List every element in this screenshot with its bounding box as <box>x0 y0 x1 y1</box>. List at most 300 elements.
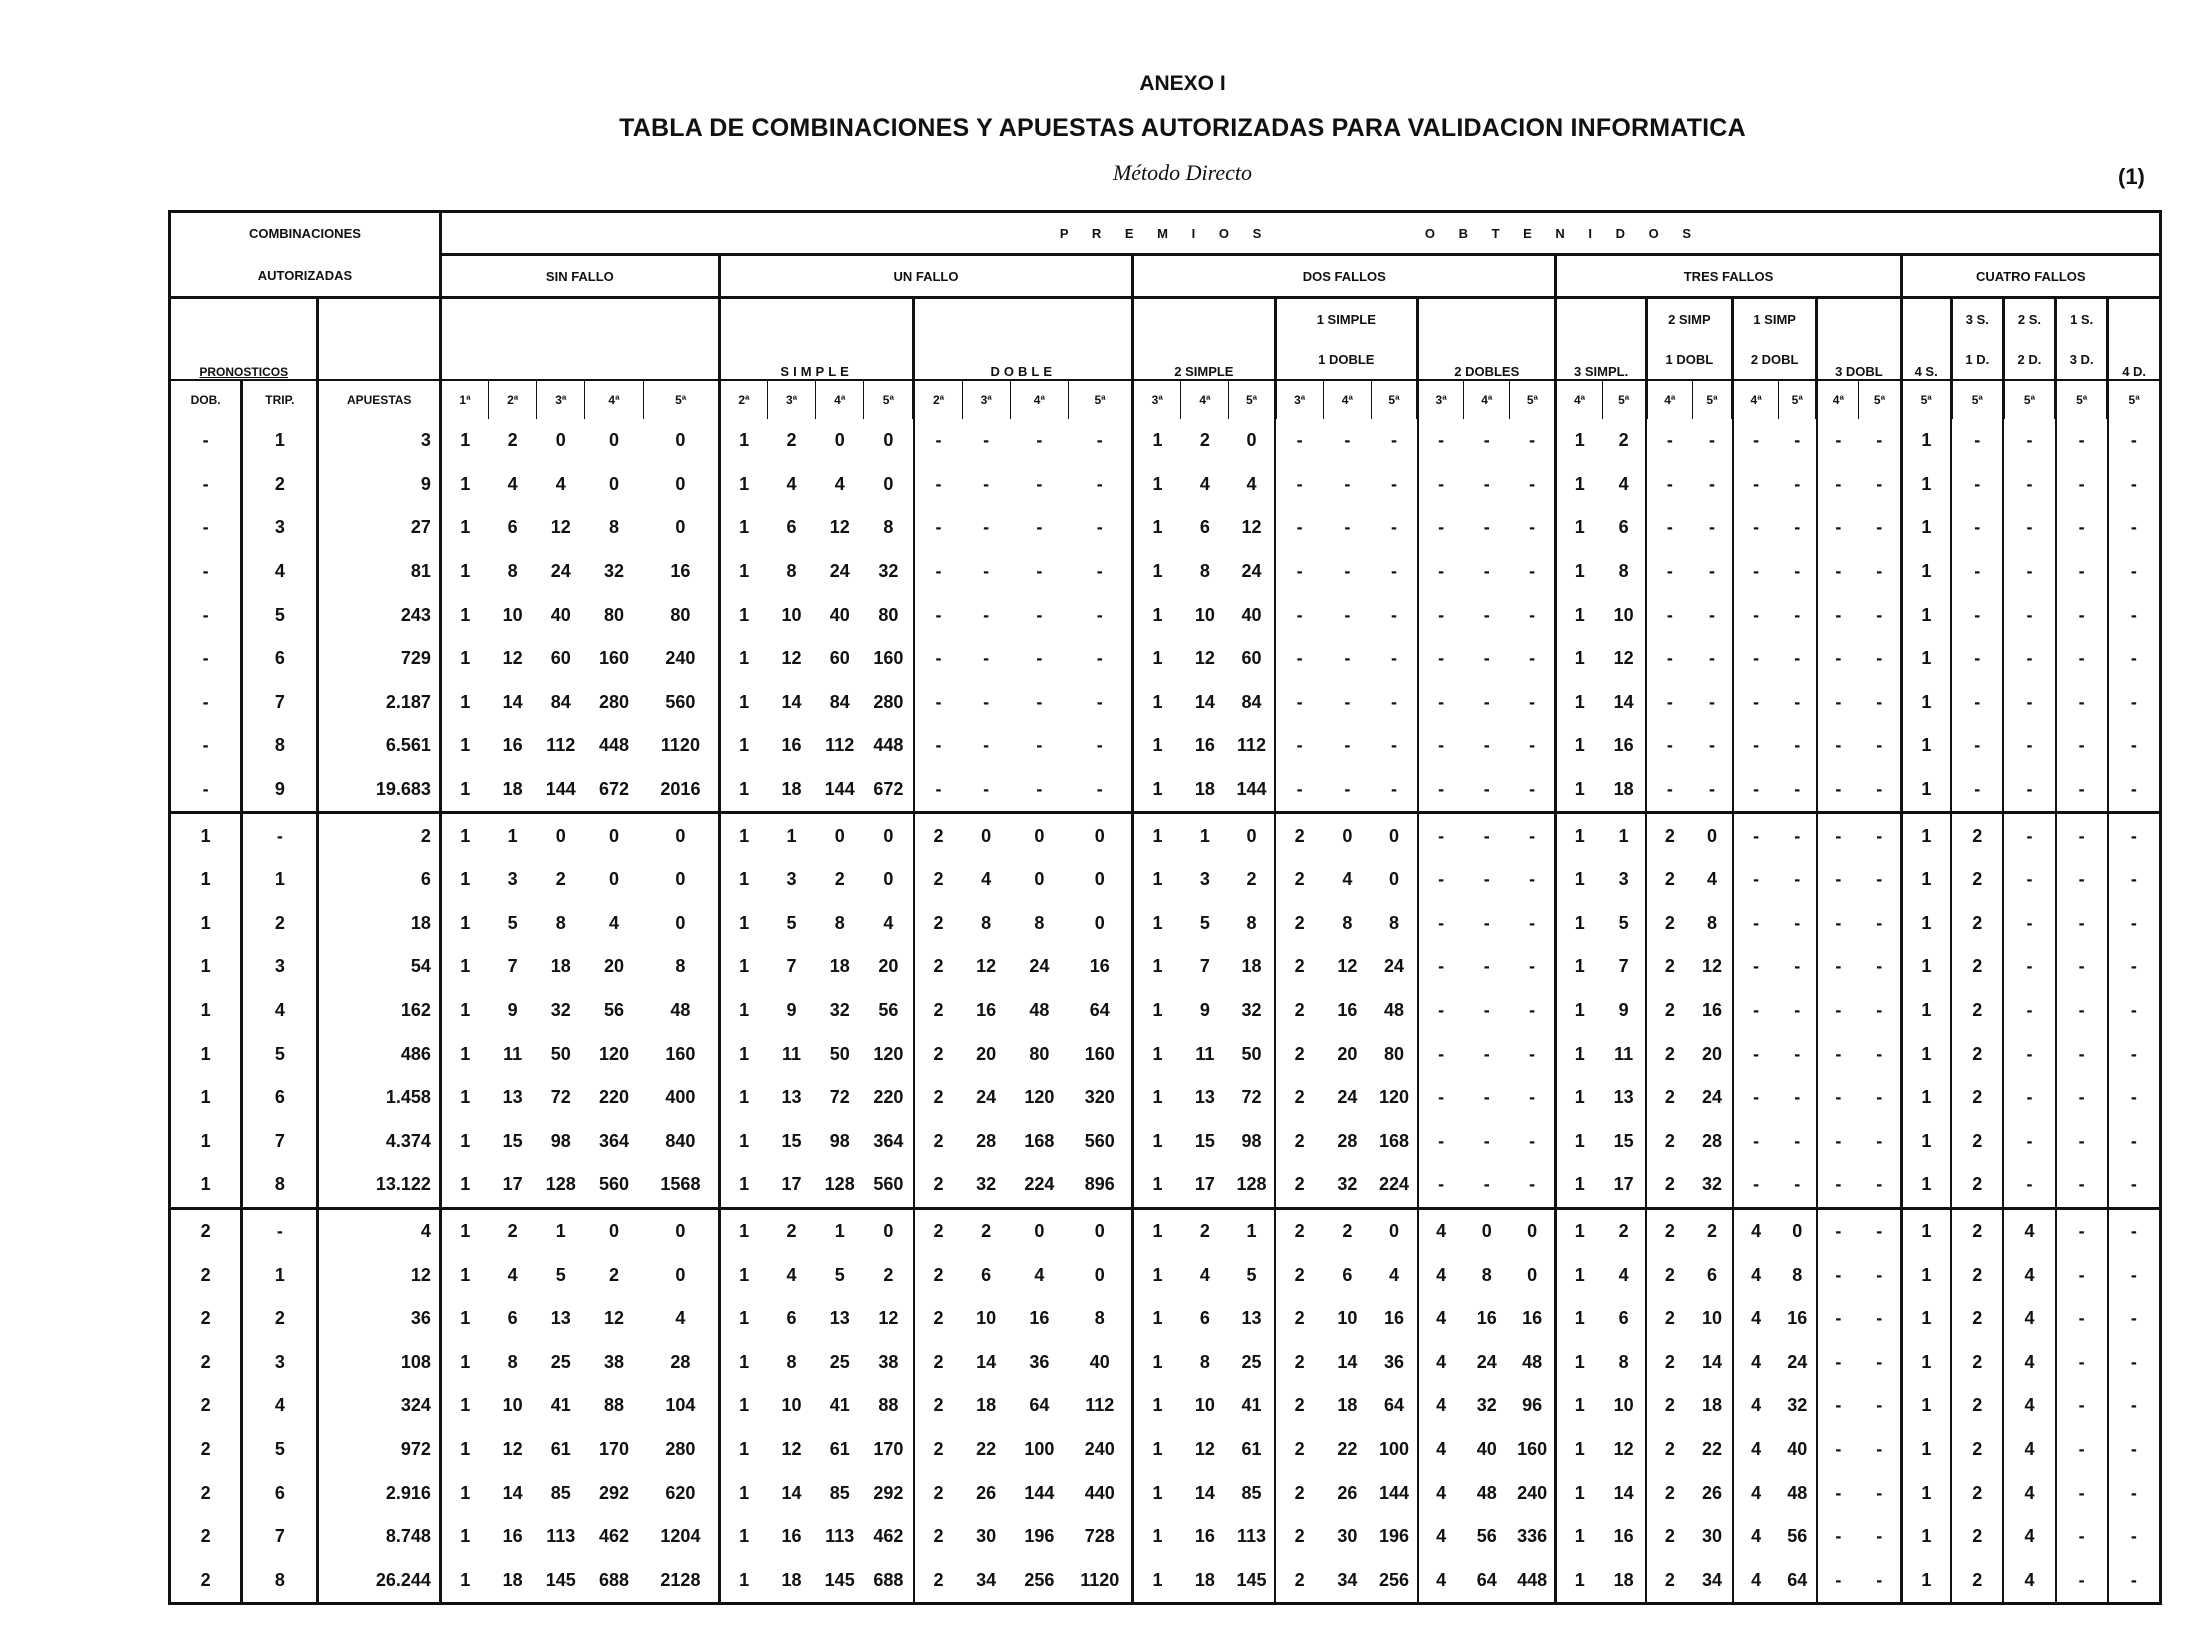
cell-prize: 25 <box>1241 1351 1262 1372</box>
cell-prize: 2 <box>1646 1120 1692 1164</box>
cell-prize: 1 <box>719 1558 767 1603</box>
annex-heading: ANEXO I <box>1139 72 1226 95</box>
cell-prize: - <box>1708 561 1715 582</box>
cell-prize: - <box>1817 506 1859 550</box>
cell-prize: 16 <box>1476 1308 1497 1329</box>
cell-prize: 1 <box>1556 550 1602 594</box>
cell-prize: 28 <box>1337 1130 1358 1151</box>
cell-prize: 0 <box>883 869 894 890</box>
cell-dob: - <box>170 768 242 813</box>
cell-prize: 48 <box>670 1000 691 1021</box>
cell-prize: 9 <box>1618 1000 1629 1021</box>
cell-prize: 98 <box>829 1130 850 1151</box>
cell-prize: 30 <box>1337 1526 1358 1547</box>
table-row <box>170 1163 2161 1208</box>
cell-prize: 1120 <box>1068 1558 1132 1603</box>
cell-prize: 12 <box>781 648 802 669</box>
cell-prize: 14 <box>781 691 802 712</box>
cell-prize: - <box>1529 735 1536 756</box>
cell-prize: 1 <box>1901 463 1951 507</box>
cell-prize: - <box>983 473 990 494</box>
cell-prize: 0 <box>834 430 845 451</box>
cell-prize: - <box>1817 1208 1859 1253</box>
three-misses-header: TRES FALLOS <box>1556 255 1901 298</box>
cell-prize: - <box>2003 989 2055 1033</box>
cell-prize: 10 <box>976 1308 997 1329</box>
cell-prize: 0 <box>1094 912 1105 933</box>
cell-prize: - <box>2056 1428 2108 1472</box>
cell-prize: 72 <box>550 1087 571 1108</box>
cell-prize: 1 <box>1901 506 1951 550</box>
cell-prize: - <box>1036 473 1043 494</box>
cell-prize: 364 <box>598 1130 629 1151</box>
cell-prize: 1 <box>719 550 767 594</box>
cell-prize: 56 <box>878 1000 899 1021</box>
cell-prize: 4 <box>1733 1297 1779 1341</box>
prize-column-header: 5ª <box>1229 380 1275 419</box>
cell-prize: 0 <box>1010 813 1068 858</box>
cell-prize: 1 <box>1133 506 1181 550</box>
cell-prize: 1 <box>719 989 767 1033</box>
cell-prize: 0 <box>608 869 619 890</box>
cell-prize: 60 <box>550 648 571 669</box>
cell-prize: 26 <box>1701 1482 1722 1503</box>
cell-prize: 1 <box>719 637 767 681</box>
double-header <box>914 298 1133 381</box>
double-label: DOBLE <box>990 364 1057 379</box>
page-note: (1) <box>2118 164 2145 189</box>
cell-prize: - <box>2108 1076 2161 1120</box>
cell-prize: - <box>1733 945 1779 989</box>
cell-prize: 8 <box>1618 1351 1629 1372</box>
cell-prize: - <box>1529 648 1536 669</box>
prize-column-header: 4ª <box>1464 380 1510 419</box>
cell-prize: 2 <box>1646 1558 1692 1603</box>
cell-prize: 2 <box>914 902 962 946</box>
cell-prize: - <box>1817 1384 1859 1428</box>
cell-prize: - <box>2056 1384 2108 1428</box>
cell-prize: 4 <box>1342 869 1353 890</box>
cell-prize: 25 <box>550 1351 571 1372</box>
cell-dob: 2 <box>170 1471 242 1515</box>
cell-prize: - <box>1646 550 1692 594</box>
cell-trip: 2 <box>242 902 318 946</box>
cell-prize: 1 <box>1133 945 1181 989</box>
cell-prize: 9 <box>1199 1000 1210 1021</box>
cell-prize: 2 <box>1951 1428 2003 1472</box>
cell-prize: 12 <box>1194 648 1215 669</box>
prize-column-header: 5ª <box>1951 380 2003 419</box>
cell-prize: 1 <box>1901 1163 1951 1208</box>
prize-column-header: 4ª <box>1646 380 1692 419</box>
cell-prize: 1 <box>1901 1120 1951 1164</box>
cell-prize: - <box>1817 1163 1859 1208</box>
cell-prize: 1 <box>1901 1384 1951 1428</box>
cell-prize: 0 <box>1034 869 1045 890</box>
three-simple-label: 3 SIMPL. <box>1574 364 1629 379</box>
four-d-header <box>2108 298 2161 381</box>
table-row <box>170 813 2161 858</box>
cell-prize: 1 <box>719 463 767 507</box>
cell-prize: 1 <box>1133 1558 1181 1603</box>
two-doubles-label: 2 DOBLES <box>1454 364 1520 379</box>
table-row <box>170 419 2161 463</box>
cell-prize: 2 <box>1646 1297 1692 1341</box>
cell-prize: 1 <box>1133 463 1181 507</box>
cell-prize: 220 <box>873 1087 904 1108</box>
cell-prize: - <box>1817 1471 1859 1515</box>
cell-prize: 80 <box>670 604 691 625</box>
cell-prize: 448 <box>598 735 629 756</box>
cell-prize: 1 <box>719 1032 767 1076</box>
cell-apuestas: 972 <box>318 1428 440 1472</box>
one-dobl-header: 1 DOBL <box>1646 339 1732 380</box>
cell-prize: - <box>1418 813 1464 858</box>
cell-prize: 1 <box>440 1163 488 1208</box>
cell-prize: 8 <box>675 956 686 977</box>
cell-prize: - <box>1529 912 1536 933</box>
cell-prize: - <box>1418 1076 1464 1120</box>
cell-prize: 84 <box>829 691 850 712</box>
cell-apuestas: 2.187 <box>318 681 440 725</box>
cell-prize: - <box>1418 1163 1464 1208</box>
cell-prize: 14 <box>1613 1482 1634 1503</box>
cell-prize: 160 <box>665 1043 696 1064</box>
cell-prize: 48 <box>1522 1351 1543 1372</box>
cell-prize: - <box>2108 1253 2161 1297</box>
four-s-header <box>1901 298 1951 381</box>
cell-prize: 620 <box>665 1482 696 1503</box>
cell-prize: - <box>2056 1340 2108 1384</box>
cell-prize: 220 <box>598 1087 629 1108</box>
cell-dob: - <box>170 593 242 637</box>
cell-prize: 1 <box>1556 989 1602 1033</box>
cell-prize: 1 <box>1556 419 1602 463</box>
cell-prize: 16 <box>1613 735 1634 756</box>
cell-prize: - <box>1483 1130 1490 1151</box>
cell-prize: 2 <box>914 1208 962 1253</box>
cell-prize: 12 <box>502 648 523 669</box>
four-misses-header: CUATRO FALLOS <box>1901 255 2160 298</box>
cell-prize: - <box>1794 473 1801 494</box>
cell-prize: - <box>1483 561 1490 582</box>
cell-prize: 4 <box>1733 1471 1779 1515</box>
cell-apuestas: 12 <box>318 1253 440 1297</box>
cell-prize: - <box>1344 561 1351 582</box>
cell-prize: - <box>1390 604 1397 625</box>
cell-prize: 20 <box>1337 1043 1358 1064</box>
cell-prize: 4 <box>1418 1558 1464 1603</box>
cell-prize: 1 <box>1133 1384 1181 1428</box>
cell-prize: 1 <box>440 1471 488 1515</box>
cell-prize: 14 <box>1701 1351 1722 1372</box>
cell-prize: 72 <box>829 1087 850 1108</box>
cell-prize: - <box>914 550 962 594</box>
table-row <box>170 1076 2161 1120</box>
cell-prize: - <box>1733 593 1779 637</box>
cell-prize: 0 <box>585 1208 643 1253</box>
cell-prize: 18 <box>502 779 523 800</box>
prize-column-header: 5ª <box>2003 380 2055 419</box>
table-row <box>170 506 2161 550</box>
cell-prize: - <box>2003 858 2055 902</box>
cell-apuestas: 486 <box>318 1032 440 1076</box>
cell-prize: 24 <box>1029 956 1050 977</box>
cell-prize: - <box>1733 506 1779 550</box>
cell-prize: 6 <box>786 517 797 538</box>
cell-prize: 320 <box>1084 1087 1115 1108</box>
cell-prize: 16 <box>1383 1308 1404 1329</box>
cell-prize: 2 <box>1646 989 1692 1033</box>
table-row <box>170 593 2161 637</box>
cell-prize: - <box>1344 779 1351 800</box>
cell-prize: 9 <box>507 1000 518 1021</box>
cell-prize: 22 <box>1701 1438 1722 1459</box>
cell-prize: 32 <box>829 1000 850 1021</box>
table-row <box>170 945 2161 989</box>
cell-prize: 18 <box>489 1558 537 1603</box>
cell-prize: 4 <box>1733 1340 1779 1384</box>
cell-prize: 160 <box>1084 1043 1115 1064</box>
cell-apuestas: 4.374 <box>318 1120 440 1164</box>
cell-prize: 4 <box>2003 1253 2055 1297</box>
cell-prize: - <box>1036 517 1043 538</box>
cell-dob: 1 <box>170 989 242 1033</box>
prize-column-header: 4ª <box>585 380 643 419</box>
cell-prize: - <box>1876 1264 1883 1285</box>
cell-prize: 4 <box>786 1264 797 1285</box>
cell-prize: 688 <box>585 1558 643 1603</box>
apuestas-header: APUESTAS <box>318 380 440 419</box>
cell-apuestas: 27 <box>318 506 440 550</box>
cell-prize: - <box>1646 463 1692 507</box>
cell-prize: 61 <box>550 1438 571 1459</box>
cell-prize: 4 <box>2003 1515 2055 1559</box>
prize-column-header: 2ª <box>914 380 962 419</box>
cell-trip: 4 <box>242 989 318 1033</box>
cell-prize: 8 <box>1094 1308 1105 1329</box>
cell-prize: - <box>1733 902 1779 946</box>
cell-prize: - <box>1036 735 1043 756</box>
cell-prize: - <box>1390 691 1397 712</box>
cell-prize: 2 <box>1646 1163 1692 1208</box>
cell-prize: - <box>1779 813 1817 858</box>
prize-column-header: 3ª <box>1418 380 1464 419</box>
cell-prize: 48 <box>1787 1482 1808 1503</box>
cell-trip: 3 <box>242 506 318 550</box>
cell-prize: 18 <box>550 956 571 977</box>
cell-prize: 1 <box>1181 813 1229 858</box>
cell-prize: 1 <box>719 858 767 902</box>
cell-prize: - <box>1859 813 1901 858</box>
cell-prize: 5 <box>507 912 518 933</box>
combinations-table <box>168 210 2162 1605</box>
cell-prize: 4 <box>1246 473 1257 494</box>
cell-prize: 2 <box>1646 1340 1692 1384</box>
cell-prize: 4 <box>1418 1428 1464 1472</box>
cell-prize: 1 <box>1556 1163 1602 1208</box>
cell-prize: - <box>914 419 962 463</box>
cell-prize: 7 <box>507 956 518 977</box>
dob-header: DOB. <box>170 380 242 419</box>
table-row <box>170 1120 2161 1164</box>
cell-prize: - <box>1418 724 1464 768</box>
cell-prize: 0 <box>1464 1208 1510 1253</box>
cell-prize: - <box>1646 768 1692 813</box>
cell-trip: - <box>242 813 318 858</box>
cell-prize: 1 <box>1133 1428 1181 1472</box>
cell-prize: 1 <box>719 1471 767 1515</box>
three-simple-header <box>1556 298 1646 381</box>
cell-prize: 4 <box>507 473 518 494</box>
cell-prize: 2 <box>1323 1208 1371 1253</box>
cell-prize: 2 <box>1275 1253 1323 1297</box>
cell-prize: - <box>1483 1000 1490 1021</box>
cell-prize: - <box>1390 779 1397 800</box>
cell-prize: - <box>1817 858 1859 902</box>
cell-prize: - <box>1096 473 1103 494</box>
cell-trip: 6 <box>242 1076 318 1120</box>
prize-column-header: 2ª <box>489 380 537 419</box>
cell-trip: 7 <box>242 681 318 725</box>
cell-prize: - <box>2003 1076 2055 1120</box>
cell-prize: - <box>1876 956 1883 977</box>
cell-prize: - <box>1876 1087 1883 1108</box>
cell-prize: 2 <box>914 858 962 902</box>
cell-prize: 16 <box>1194 735 1215 756</box>
cell-prize: 16 <box>502 735 523 756</box>
cell-prize: - <box>2108 681 2161 725</box>
cell-prize: - <box>1096 604 1103 625</box>
cell-prize: 18 <box>767 1558 815 1603</box>
cell-prize: 3 <box>1199 869 1210 890</box>
cell-dob: - <box>170 550 242 594</box>
cell-prize: 104 <box>665 1395 696 1416</box>
three-d-header: 3 D. <box>2056 339 2108 380</box>
cell-prize: - <box>1483 1174 1490 1195</box>
cell-prize: 0 <box>883 473 894 494</box>
cell-prize: - <box>1708 779 1715 800</box>
cell-prize: - <box>1529 604 1536 625</box>
cell-prize: - <box>2108 506 2161 550</box>
cell-prize: 10 <box>1194 1395 1215 1416</box>
cell-prize: - <box>1036 604 1043 625</box>
cell-prize: 11 <box>1195 1043 1215 1064</box>
cell-prize: 224 <box>1378 1174 1409 1195</box>
cell-prize: 1 <box>719 1384 767 1428</box>
cell-prize: - <box>2056 1032 2108 1076</box>
cell-prize: 2 <box>1275 1384 1323 1428</box>
cell-prize: 16 <box>1089 956 1110 977</box>
prize-column-header: 4ª <box>1010 380 1068 419</box>
cell-prize: 16 <box>1701 1000 1722 1021</box>
cell-prize: - <box>2108 1297 2161 1341</box>
cell-prize: - <box>1275 550 1323 594</box>
cell-prize: 2 <box>914 1120 962 1164</box>
cell-prize: - <box>983 604 990 625</box>
cell-prize: 1 <box>440 768 488 813</box>
cell-prize: - <box>1510 813 1556 858</box>
cell-prize: - <box>1529 561 1536 582</box>
one-simple-header: 1 SIMPLE <box>1275 298 1417 340</box>
cell-apuestas: 54 <box>318 945 440 989</box>
cell-prize: - <box>983 430 990 451</box>
cell-prize: 8 <box>981 912 992 933</box>
cell-prize: - <box>1418 945 1464 989</box>
cell-prize: 8 <box>507 561 518 582</box>
cell-prize: 0 <box>675 1264 686 1285</box>
cell-prize: - <box>914 463 962 507</box>
cell-apuestas: 18 <box>318 902 440 946</box>
prize-column-header: 5ª <box>2108 380 2161 419</box>
cell-prize: - <box>1646 419 1692 463</box>
cell-prize: - <box>1876 735 1883 756</box>
cell-prize: 6 <box>1199 1308 1210 1329</box>
cell-prize: 88 <box>603 1395 624 1416</box>
cell-prize: 4 <box>608 912 619 933</box>
cell-apuestas: 729 <box>318 637 440 681</box>
cell-prize: 1 <box>1556 1384 1602 1428</box>
cell-prize: 0 <box>1388 869 1399 890</box>
cell-prize: 1 <box>719 813 767 858</box>
cell-prize: 16 <box>781 735 802 756</box>
cell-prize: 2 <box>914 1297 962 1341</box>
cell-prize: 2 <box>1951 858 2003 902</box>
cell-prize: 128 <box>824 1174 855 1195</box>
cell-prize: 1 <box>1556 1340 1602 1384</box>
prize-column-header: 4ª <box>816 380 864 419</box>
cell-prize: - <box>2108 1515 2161 1559</box>
cell-apuestas: 243 <box>318 593 440 637</box>
cell-prize: - <box>1275 593 1323 637</box>
cell-prize: 8 <box>1034 912 1045 933</box>
cell-prize: - <box>2108 593 2161 637</box>
cell-prize: 18 <box>829 956 850 977</box>
cell-prize: 896 <box>1084 1174 1115 1195</box>
cell-prize: - <box>1794 561 1801 582</box>
cell-prize: 8 <box>1618 561 1629 582</box>
cell-prize: 2 <box>914 813 962 858</box>
cell-prize: 0 <box>883 430 894 451</box>
cell-prize: 4 <box>1418 1208 1464 1253</box>
cell-apuestas: 324 <box>318 1384 440 1428</box>
cell-prize: 1 <box>440 1428 488 1472</box>
cell-prize: 1 <box>440 1558 488 1603</box>
cell-prize: 168 <box>1378 1130 1409 1151</box>
cell-trip: 2 <box>242 463 318 507</box>
cell-prize: - <box>914 637 962 681</box>
cell-prize: 4 <box>1418 1471 1464 1515</box>
cell-prize: - <box>1646 593 1692 637</box>
cell-prize: - <box>2056 463 2108 507</box>
prize-column-header: 5ª <box>643 380 719 419</box>
cell-prize: 2016 <box>660 779 701 800</box>
cell-prize: 1 <box>1901 1032 1951 1076</box>
cell-prize: 2 <box>489 1208 537 1253</box>
cell-prize: 196 <box>1378 1526 1409 1547</box>
cell-prize: - <box>2003 1163 2055 1208</box>
cell-prize: 0 <box>1068 813 1132 858</box>
cell-prize: 11 <box>503 1043 523 1064</box>
table-row <box>170 1558 2161 1603</box>
cell-prize: 13 <box>502 1087 523 1108</box>
cell-prize: 1 <box>1556 463 1602 507</box>
prize-column-header: 5ª <box>1510 380 1556 419</box>
cell-prize: 24 <box>1337 1087 1358 1108</box>
cell-prize: 1 <box>440 945 488 989</box>
cell-prize: 16 <box>976 1000 997 1021</box>
cell-prize: 4 <box>1733 1428 1779 1472</box>
